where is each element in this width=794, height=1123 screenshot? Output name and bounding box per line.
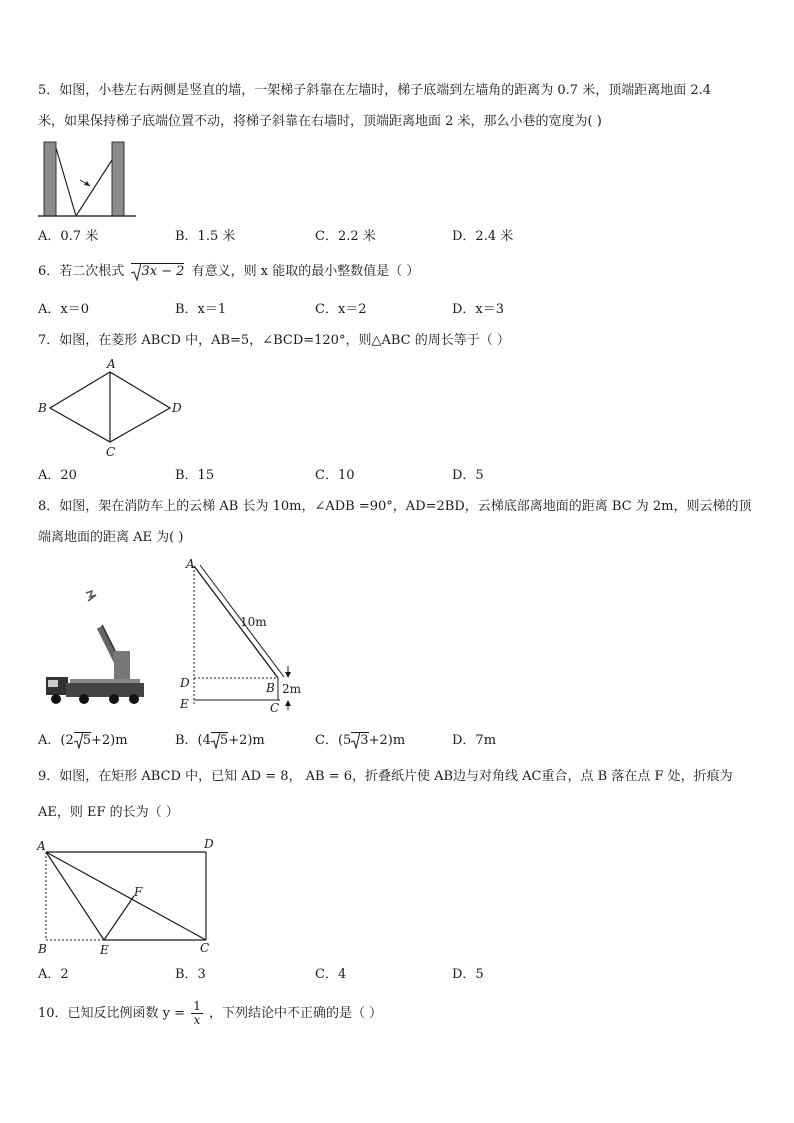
q10-prefix: 10．已知反比例函数 y = [38, 1006, 186, 1021]
q8-text-line-1: 8．如图，架在消防车上的云梯 AB 长为 10m，∠ADB =90°，AD=2BD，云梯底部离地面的距离 BC 为 2m，则云梯的顶 [38, 499, 752, 514]
q9-label-e: E [100, 943, 109, 957]
q6-option-d[interactable]: D．x＝3 [452, 302, 505, 317]
q7-options [38, 466, 738, 486]
q8-label-e: E [180, 697, 189, 711]
q8-option-c-sqrt [351, 732, 368, 748]
q5-alley-ladder-figure [38, 140, 138, 220]
q8-option-a[interactable] [38, 731, 128, 751]
q7-option-a[interactable]: A．20 [38, 468, 77, 483]
q8-option-b-prefix: B．(4 [175, 733, 211, 748]
q8-label-c: C [270, 701, 280, 715]
radical-sign-icon [74, 732, 83, 749]
q9-text-line-2: AE，则 EF 的长为（ ） [38, 805, 179, 820]
q8-option-c-radicand: 3 [360, 733, 369, 748]
q8-options [38, 731, 738, 751]
q9-rectangle-figure [34, 836, 224, 962]
q7-option-c[interactable]: C．10 [315, 468, 355, 483]
q6-suffix: 有意义，则 x 能取的最小整数值是（ ） [191, 264, 420, 279]
q5-option-d[interactable]: D．2.4 米 [452, 229, 514, 244]
q5-text-line-1: 5．如图，小巷左右两侧是竖直的墙，一架梯子斜靠在左墙时，梯子底端到左墙角的距离为 0.7 米，顶端距离地面 2.4 [38, 83, 712, 98]
q7-text: 7．如图，在菱形 ABCD 中，AB=5，∠BCD=120°，则△ABC 的周长等于（ ） [38, 333, 510, 348]
radical-sign-icon [131, 263, 141, 281]
q7-label-d: D [172, 401, 182, 415]
q8-option-a-suffix: +2)m [91, 733, 128, 748]
q5-option-c[interactable]: C．2.2 米 [315, 229, 376, 244]
q6-prefix: 6．若二次根式 [38, 264, 125, 279]
q10-text [38, 1000, 382, 1028]
q10-suffix: ，下列结论中不正确的是（ ） [208, 1006, 383, 1021]
q6-radicand: 3x − 2 [141, 264, 185, 279]
q6-text [38, 262, 419, 282]
q8-option-b-radicand: 5 [219, 733, 229, 748]
q9-option-b[interactable]: B．3 [175, 967, 206, 982]
q5-text-line-2: 米，如果保持梯子底端位置不动，将梯子斜靠在右墙时，顶端距离地面 2 米，那么小巷的宽度为( ) [38, 114, 602, 129]
q8-option-a-prefix: A．(2 [38, 733, 74, 748]
q9-option-d[interactable]: D．5 [452, 967, 484, 982]
q8-option-b-sqrt [211, 732, 228, 748]
q7-label-b: B [38, 401, 47, 415]
radical-sign-icon [351, 732, 360, 749]
fire-truck-image [40, 585, 150, 710]
q8-option-a-radicand: 5 [82, 733, 92, 748]
q10-numerator: 1 [193, 999, 201, 1013]
q10-denominator: x [193, 1013, 201, 1027]
q9-label-d: D [204, 837, 214, 851]
radical-sign-icon [211, 732, 220, 749]
q8-label-b: B [266, 681, 275, 695]
q6-options [38, 300, 738, 320]
q6-sqrt [131, 263, 184, 280]
q8-ladder-figure [176, 556, 310, 718]
q5-options [38, 227, 738, 247]
q8-label-d: D [180, 676, 190, 690]
q8-option-d[interactable]: D．7m [452, 733, 497, 748]
q8-option-c-prefix: C．(5 [315, 733, 352, 748]
q9-option-c[interactable]: C．4 [315, 967, 347, 982]
q7-option-d[interactable]: D．5 [452, 468, 484, 483]
q5-option-b[interactable]: B．1.5 米 [175, 229, 236, 244]
q7-rhombus-figure [36, 356, 186, 460]
q7-label-a: A [107, 357, 116, 371]
q8-label-height: 2m [282, 682, 302, 696]
q8-text-line-2: 端离地面的距离 AE 为( ) [38, 530, 184, 545]
q9-options [38, 965, 738, 985]
q9-label-f: F [134, 885, 143, 899]
q7-label-c: C [106, 445, 116, 459]
q5-option-a[interactable]: A．0.7 米 [38, 229, 99, 244]
q8-label-length: 10m [240, 615, 267, 629]
q8-option-c-suffix: +2)m [368, 733, 406, 748]
q6-option-a[interactable]: A．x＝0 [38, 302, 89, 317]
q7-option-b[interactable]: B．15 [175, 468, 215, 483]
q6-option-c[interactable]: C．x＝2 [315, 302, 367, 317]
q8-option-b-suffix: +2)m [228, 733, 265, 748]
q8-option-a-sqrt [74, 732, 91, 748]
q6-option-b[interactable]: B．x＝1 [175, 302, 227, 317]
q9-label-c: C [200, 941, 210, 955]
q8-option-b[interactable] [175, 731, 265, 751]
q9-label-b: B [38, 942, 47, 956]
q9-label-a: A [37, 839, 46, 853]
q10-fraction [191, 1000, 203, 1027]
q8-label-a: A [186, 557, 195, 571]
q9-option-a[interactable]: A．2 [38, 967, 69, 982]
q9-text-line-1: 9．如图，在矩形 ABCD 中，已知 AD = 8， AB = 6，折叠纸片使 AB边与对角线 AC重合，点 B 落在点 F 处，折痕为 [38, 769, 733, 784]
q8-option-c[interactable] [315, 731, 405, 751]
